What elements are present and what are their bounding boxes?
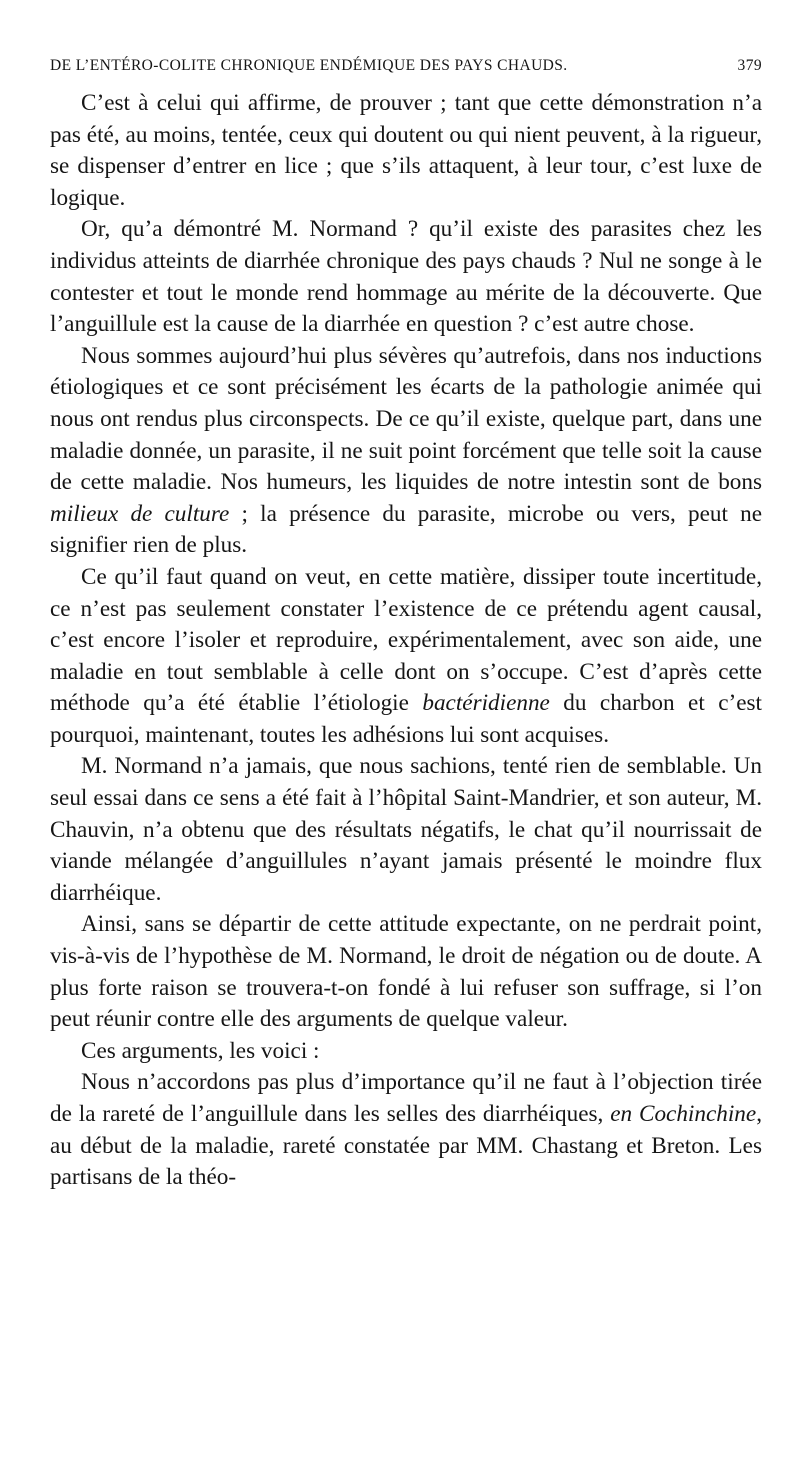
page-number: 379 [737, 57, 762, 74]
paragraph [50, 909, 762, 1035]
italic-phrase: bactéridienne [422, 690, 550, 717]
paragraph [50, 1067, 762, 1193]
text-run: Ce qu’il faut quand on veut, en cette matière, dissiper toute incertitude, ce n’est pas seulement constater l’existence de ce prétendu agent causal, c’est encore l’isoler et reproduire, expérimentalement, avec son aide, une maladie en tout semblable à celle dont on s’occupe. C’est d’après cette méthode qu’a été établie l’étiologie [50, 563, 762, 717]
italic-phrase: en Cochinchine [610, 1101, 757, 1127]
book-page [50, 56, 762, 1194]
paragraph [50, 88, 762, 214]
paragraph [50, 341, 762, 562]
paragraph [50, 562, 762, 752]
paragraph [50, 1036, 762, 1068]
text-run: Ainsi, sans se départir de cette attitude expectante, on ne perdrait point, vis-à-vis de l’hypothèse de M. Normand, le droit de négation ou de doute. A plus forte raison se trouvera-t-on fondé à lui refuser son suffrage, si l’on peut réunir contre elle des arguments de quelque valeur. [50, 911, 762, 1033]
running-title: DE L’ENTÉRO-COLITE CHRONIQUE ENDÉMIQUE DES PAYS CHAUDS. [50, 57, 568, 74]
paragraph [50, 214, 762, 340]
italic-phrase: milieux de culture [50, 500, 230, 527]
text-run: Nous n’accordons pas plus d’importance qu’il ne faut à l’objection tirée de la rareté de l’anguillule dans les selles des diarrhéiques, [50, 1069, 762, 1127]
text-run: Or, qu’a démontré M. Normand ? qu’il existe des parasites chez les individus atteints de diarrhée chronique des pays chauds ? Nul ne songe à le contester et tout le monde rend hommage au mérite de la découverte. Que l’anguillule est la cause de la diarrhée en question ? c’est autre chose. [50, 216, 762, 338]
text-run: Nous sommes aujourd’hui plus sévères qu’autrefois, dans nos inductions étiologiques et ce sont précisément les écarts de la pathologie animée qui nous ont rendus plus circonspects. De ce qu’il existe, quelque part, dans une maladie donnée, un parasite, il ne suit point forcément que telle soit la cause de cette maladie. Nos humeurs, les liquides de notre intestin sont de bons [50, 342, 762, 496]
paragraph [50, 751, 762, 909]
text-run: ; la présence du parasite, microbe ou vers, peut ne signifier rien de plus. [50, 500, 762, 559]
running-header [50, 56, 762, 80]
text-run: M. Normand n’a jamais, que nous sachions, tenté rien de semblable. Un seul essai dans ce sens a été fait à l’hôpital Saint-Mandrier, et son auteur, M. Chauvin, n’a obtenu que des résultats négatifs, le chat qu’il nourrissait de viande mélangée d’anguillules n’ayant jamais présenté le moindre flux diarrhéique. [50, 753, 762, 906]
text-run: , au début de la maladie, rareté constatée par MM. Chastang et Breton. Les partisans de la théo- [50, 1101, 762, 1191]
text-run: du charbon et c’est pourquoi, maintenant, toutes les adhésions lui sont acquises. [50, 690, 762, 748]
text-run: C’est à celui qui affirme, de prouver ; tant que cette démonstration n’a pas été, au moins, tentée, ceux qui doutent ou qui nient peuvent, à la rigueur, se dispenser d’entrer en lice ; que s’ils attaquent, à leur tour, c’est luxe de logique. [50, 90, 762, 211]
text-run: Ces arguments, les voici : [81, 1037, 320, 1064]
body-text [50, 88, 762, 1194]
